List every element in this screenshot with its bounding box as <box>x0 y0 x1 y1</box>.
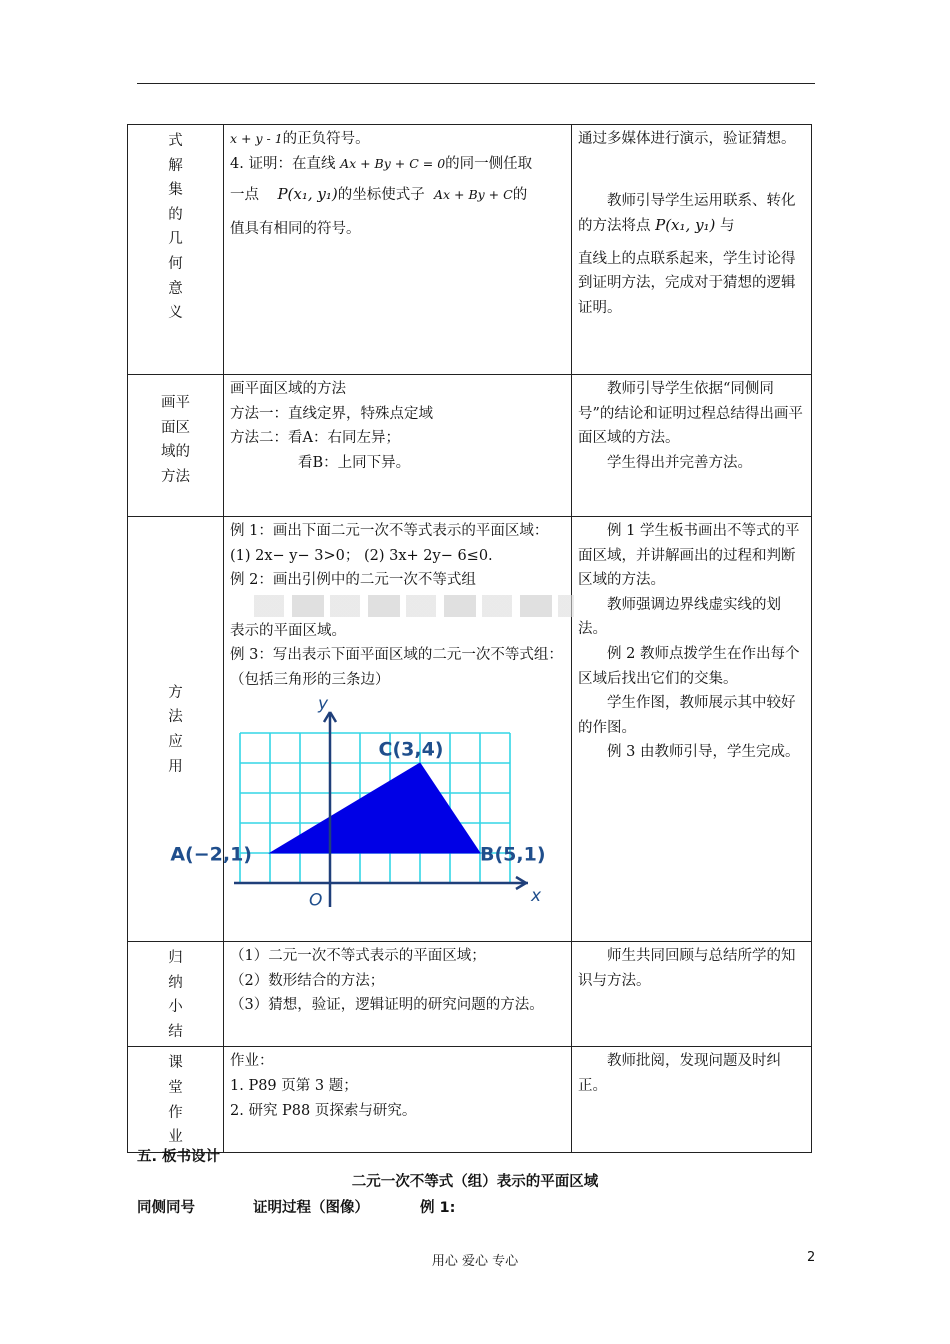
section-heading: 五. 板书设计 <box>137 1149 221 1165</box>
row-label-cell <box>128 517 224 942</box>
row-label-cell <box>128 942 224 1047</box>
text-line: (1) 2x− y− 3>0； (2) 3x+ 2y− 6≤0. <box>230 547 493 564</box>
row-label-cell <box>128 1047 224 1152</box>
board-title: 二元一次不等式（组）表示的平面区域 <box>351 1174 599 1190</box>
text-line: 1. P89 页第 3 题； <box>230 1077 358 1094</box>
row-label: 式解集的几何意义 <box>168 133 183 322</box>
activity-paragraph: 学生作图，教师展示其中较好的作图。 <box>578 695 796 736</box>
activity-cell <box>572 517 812 942</box>
row-label: 方法应用 <box>168 684 183 775</box>
activity-paragraph: 教师批阅，发现问题及时纠正。 <box>578 1053 781 1094</box>
activity-paragraph: 例 1 学生板书画出不等式的平面区域，并讲解画出的过程和判断区域的方法。 <box>578 523 800 589</box>
activity-paragraph: 通过多媒体进行演示，验证猜想。 <box>578 131 796 147</box>
row-label: 课堂作业 <box>168 1055 183 1146</box>
content-cell <box>224 125 572 375</box>
activity-cell <box>572 942 812 1047</box>
text-line: 一点 <box>230 187 259 204</box>
math-point: P(x₁, y₁) <box>277 185 338 204</box>
inequality-system-image <box>254 595 574 617</box>
row-label: 归纳小结 <box>168 950 183 1040</box>
text-line: 例 1：画出下面二元一次不等式表示的平面区域： <box>230 523 549 539</box>
triangle-region <box>270 763 480 853</box>
activity-paragraph: 教师引导学生运用联系、转化的方法将点 <box>578 192 796 235</box>
text-line: （3）猜想，验证，逻辑证明的研究问题的方法。 <box>230 997 544 1014</box>
activity-cell <box>572 375 812 517</box>
text-line: 方法二：看A：右同左异； <box>230 430 400 447</box>
origin-label: O <box>309 890 323 911</box>
table-row <box>128 125 812 375</box>
activity-cell <box>572 1047 812 1152</box>
lesson-table <box>127 124 812 1153</box>
text-line: 的正负符号。 <box>282 131 370 147</box>
math-expression: Ax + By + C <box>433 187 513 203</box>
math-expression: x + y - 1 <box>230 131 283 146</box>
row-label-cell <box>128 125 224 375</box>
x-axis-label: x <box>531 885 542 906</box>
page-number: 2 <box>807 1250 816 1265</box>
board-col-1: 同侧同号 <box>137 1200 195 1216</box>
table-row <box>128 517 812 942</box>
activity-paragraph: 直线上的点联系起来，学生讨论得到证明方法，完成对于猜想的逻辑证明。 <box>578 250 796 316</box>
text-line: 的同一侧任取 <box>445 155 533 172</box>
text-line: 2. 研究 P88 页探索与研究。 <box>230 1102 417 1119</box>
text-line: 的 <box>512 187 528 204</box>
footer-text: 用心 爱心 专心 <box>431 1254 519 1269</box>
activity-paragraph: 学生得出并完善方法。 <box>607 454 752 471</box>
text-line: 看B：上同下异。 <box>298 454 411 471</box>
text-line: 作业： <box>230 1053 274 1070</box>
content-cell <box>224 375 572 517</box>
text-line: （1）二元一次不等式表示的平面区域； <box>230 948 486 964</box>
y-axis-label: y <box>318 693 329 714</box>
text-line: 例 3：写出表示下面平面区域的二元一次不等式组：（包括三角形的三条边） <box>230 647 563 688</box>
activity-paragraph: 教师强调边界线虚实线的划法。 <box>578 596 781 638</box>
point-label-c: C(3,4) <box>378 738 444 761</box>
math-expression: Ax + By + C = 0 <box>340 155 446 171</box>
activity-cell <box>572 125 812 375</box>
content-cell <box>224 942 572 1047</box>
text-line: 4. 证明：在直线 <box>230 155 336 172</box>
text-line: 表示的平面区域。 <box>230 622 346 639</box>
text-line: 与 <box>720 218 735 235</box>
board-col-2: 证明过程（图像） <box>253 1200 369 1216</box>
table-row <box>128 1047 812 1152</box>
row-label: 画平面区域的方法 <box>160 395 190 485</box>
table-row <box>128 942 812 1047</box>
board-col-3: 例 1: <box>420 1200 456 1216</box>
text-line: 方法一：直线定界，特殊点定域 <box>230 405 433 422</box>
text-line: 例 2：画出引例中的二元一次不等式组 <box>230 572 476 589</box>
row-label-cell <box>128 375 224 517</box>
activity-paragraph: 教师引导学生依据“同侧同号”的结论和证明过程总结得出画平面区域的方法。 <box>578 381 803 447</box>
math-point: P(x₁, y₁) <box>655 216 716 235</box>
point-label-b: B(5,1) <box>480 843 546 866</box>
content-cell <box>224 1047 572 1152</box>
table-row <box>128 375 812 517</box>
activity-paragraph: 例 3 由教师引导，学生完成。 <box>607 744 800 761</box>
text-line: 画平面区域的方法 <box>230 381 346 397</box>
text-line: 值具有相同的符号。 <box>230 221 361 238</box>
activity-paragraph: 例 2 教师点拨学生在作出每个区域后找出它们的交集。 <box>578 645 800 687</box>
activity-paragraph: 师生共同回顾与总结所学的知识与方法。 <box>578 948 796 989</box>
text-line: 的坐标使式子 <box>337 187 425 204</box>
header-rule <box>137 83 815 84</box>
point-label-a: A(−2,1) <box>170 843 252 866</box>
text-line: （2）数形结合的方法； <box>230 972 385 989</box>
